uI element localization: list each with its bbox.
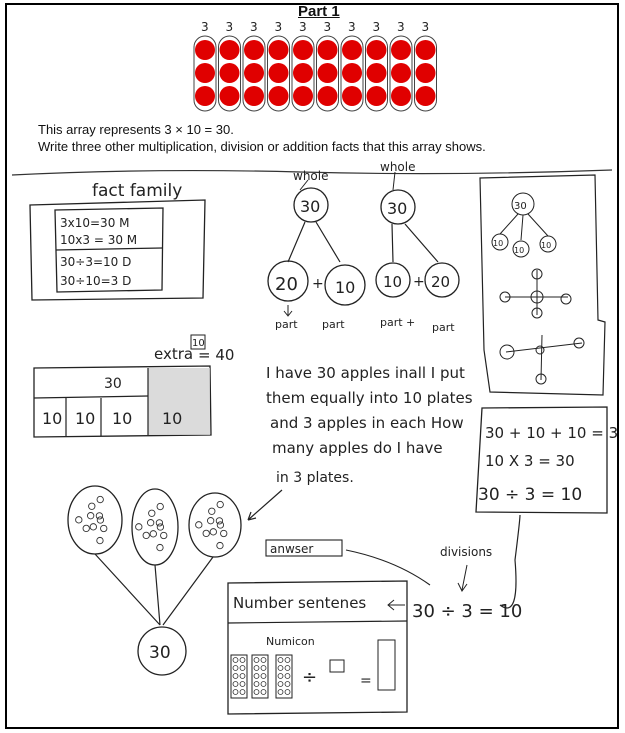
story-line-1: I have 30 apples inall I put — [266, 364, 465, 382]
apple-doodle — [76, 517, 82, 523]
apple-doodle — [136, 524, 142, 530]
dot-array — [194, 20, 437, 111]
whole-value-1: 30 — [300, 197, 321, 216]
array-column-label: 3 — [348, 20, 356, 34]
fact-family-panel — [30, 181, 205, 300]
numicon-hole — [278, 666, 283, 671]
apple-doodle — [97, 537, 103, 543]
apple-doodle — [210, 529, 216, 535]
array-dot — [342, 63, 362, 83]
numicon-hole — [254, 690, 259, 695]
apple-plates — [68, 486, 241, 675]
apple-doodle — [221, 530, 227, 536]
tree-leaf-2: 10 — [514, 246, 525, 255]
apple-doodle — [216, 518, 222, 524]
numicon-hole — [233, 658, 238, 663]
array-column-label: 3 — [225, 20, 234, 34]
array-dot — [220, 63, 240, 83]
numicon-hole — [254, 674, 259, 679]
array-dot — [293, 40, 313, 60]
array-dot — [195, 86, 215, 106]
answer-label: anwser — [270, 542, 314, 556]
tree-leaf-1: 10 — [493, 239, 504, 248]
tree-root: 30 — [514, 201, 527, 212]
apple-doodle — [97, 496, 103, 502]
numicon-hole — [285, 674, 290, 679]
numicon-hole — [285, 666, 290, 671]
apple-doodle — [96, 513, 102, 519]
array-dot — [416, 40, 436, 60]
apple-doodle — [83, 525, 89, 531]
fact-family-heading: fact family — [92, 181, 183, 201]
numicon-hole — [254, 682, 259, 687]
part-label-2b: part — [432, 321, 455, 334]
array-column-label: 3 — [274, 20, 283, 34]
numicon-hole — [261, 690, 266, 695]
array-dot — [220, 86, 240, 106]
array-column-label: 3 — [299, 20, 307, 34]
array-dot — [269, 40, 289, 60]
story-line-3: and 3 apples in each How — [270, 414, 464, 432]
array-dot — [342, 40, 362, 60]
array-dot — [244, 86, 264, 106]
part-b-value-2: 20 — [431, 273, 451, 291]
array-dot — [318, 63, 338, 83]
tree-diagrams-panel — [480, 175, 605, 395]
apple-doodle — [157, 503, 163, 509]
plus-sign-1: + — [312, 276, 324, 292]
numicon-hole — [240, 674, 245, 679]
bar-top-value: 30 — [104, 376, 122, 392]
numicon-hole — [285, 682, 290, 687]
apple-doodle — [203, 530, 209, 536]
bar-cell-4: 10 — [162, 409, 183, 428]
array-column-label: 3 — [372, 20, 381, 34]
array-dot — [269, 86, 289, 106]
array-column-label: 3 — [250, 20, 258, 34]
part-whole-model-1 — [268, 169, 365, 331]
word-problem — [266, 364, 473, 486]
part-a-value-2: 10 — [383, 273, 403, 291]
equals-forty: = 40 — [198, 346, 235, 364]
numicon-hole — [233, 674, 238, 679]
tree-leaf-3: 10 — [541, 241, 552, 250]
apple-doodle — [217, 501, 223, 507]
plates-total: 30 — [149, 643, 171, 663]
fact-line-2: 10 X 3 = 30 — [485, 452, 575, 470]
intro-line-1: This array represents 3 × 10 = 30. — [38, 122, 234, 137]
apple-doodle — [149, 510, 155, 516]
numicon-label: Numicon — [266, 635, 315, 648]
numicon-hole — [240, 682, 245, 687]
apple-doodle — [217, 542, 223, 548]
apple-doodle — [161, 532, 167, 538]
numicon-hole — [261, 674, 266, 679]
number-sentence-label: Number sentenes — [233, 594, 367, 612]
whole-label-2: whole — [380, 160, 416, 174]
numicon-hole — [261, 682, 266, 687]
numicon-hole — [254, 666, 259, 671]
answer-label-group — [266, 540, 430, 585]
numicon-hole — [278, 674, 283, 679]
array-dot — [416, 63, 436, 83]
whole-label-1: whole — [293, 169, 329, 183]
apple-doodle — [89, 503, 95, 509]
numicon-hole — [261, 658, 266, 663]
array-dot — [293, 63, 313, 83]
apple-doodle — [157, 544, 163, 550]
numicon-hole — [285, 690, 290, 695]
apple-doodle — [209, 508, 215, 514]
part-a-value-1: 20 — [275, 274, 298, 295]
bar-cell-3: 10 — [112, 409, 133, 428]
array-dot — [220, 40, 240, 60]
apple-doodle — [157, 524, 163, 530]
apple-doodle — [101, 525, 107, 531]
numicon-hole — [240, 690, 245, 695]
numicon-hole — [233, 682, 238, 687]
array-dot — [367, 40, 387, 60]
apple-doodle — [150, 531, 156, 537]
part-label-2a: part + — [380, 316, 416, 329]
part-b-value-1: 10 — [335, 278, 356, 297]
fact-line-1: 30 + 10 + 10 = 3 — [485, 424, 619, 442]
intro-line-2: Write three other multiplication, division or addition facts that this array shows. — [38, 139, 486, 154]
array-dot — [391, 86, 411, 106]
array-dot — [195, 40, 215, 60]
divisions-label: divisions — [440, 545, 493, 559]
fact-2: 10x3 = 30 M — [60, 233, 138, 247]
array-dot — [342, 86, 362, 106]
array-dot — [195, 63, 215, 83]
facts-box — [476, 407, 618, 513]
array-dot — [269, 63, 289, 83]
apple-doodle — [156, 520, 162, 526]
apple-doodle — [87, 513, 93, 519]
numicon-hole — [278, 682, 283, 687]
bar-cell-2: 10 — [75, 409, 96, 428]
array-dot — [367, 86, 387, 106]
apple-doodle — [97, 517, 103, 523]
array-dot — [391, 40, 411, 60]
number-sentence-box — [228, 581, 407, 714]
numicon-hole — [240, 666, 245, 671]
array-dot — [416, 86, 436, 106]
numicon-hole — [285, 658, 290, 663]
part-label-1a: part — [275, 318, 298, 331]
apple-doodle — [217, 522, 223, 528]
part-label-1b: part — [322, 318, 345, 331]
apple-doodle — [90, 524, 96, 530]
plus-sign-2: + — [413, 274, 425, 290]
story-line-5: in 3 plates. — [276, 470, 354, 486]
array-dot — [367, 63, 387, 83]
array-column-label: 3 — [397, 20, 405, 34]
array-column-label: 3 — [201, 20, 209, 34]
numicon-hole — [233, 690, 238, 695]
apple-doodle — [143, 532, 149, 538]
apple-doodle — [207, 518, 213, 524]
equals-sign: = — [360, 673, 372, 689]
array-dot — [293, 86, 313, 106]
story-line-2: them equally into 10 plates — [266, 389, 473, 407]
array-dot — [244, 63, 264, 83]
bar-model — [34, 335, 234, 437]
apple-doodle — [147, 520, 153, 526]
fact-line-3: 30 ÷ 3 = 10 — [478, 485, 583, 505]
extra-label: extra — [154, 345, 194, 363]
array-column-label: 3 — [421, 20, 430, 34]
array-dot — [244, 40, 264, 60]
whole-value-2: 30 — [387, 199, 408, 218]
fact-3: 30÷3=10 D — [60, 255, 132, 269]
numicon-hole — [254, 658, 259, 663]
numicon-hole — [278, 690, 283, 695]
page-title: Part 1 — [298, 3, 340, 20]
fact-1: 3x10=30 M — [60, 216, 130, 230]
numicon-hole — [261, 666, 266, 671]
boxed-ten: 10 — [192, 338, 205, 349]
numicon-hole — [240, 658, 245, 663]
divide-sign: ÷ — [302, 667, 318, 688]
numicon-hole — [233, 666, 238, 671]
apple-doodle — [196, 522, 202, 528]
number-sentence: 30 ÷ 3 = 10 — [412, 601, 523, 622]
array-dot — [391, 63, 411, 83]
story-line-4: many apples do I have — [272, 439, 443, 457]
fact-4: 30÷10=3 D — [60, 274, 132, 288]
array-column-label: 3 — [323, 20, 332, 34]
numicon-hole — [278, 658, 283, 663]
bar-cell-1: 10 — [42, 409, 63, 428]
array-dot — [318, 86, 338, 106]
array-dot — [318, 40, 338, 60]
part-whole-model-2 — [376, 160, 459, 334]
